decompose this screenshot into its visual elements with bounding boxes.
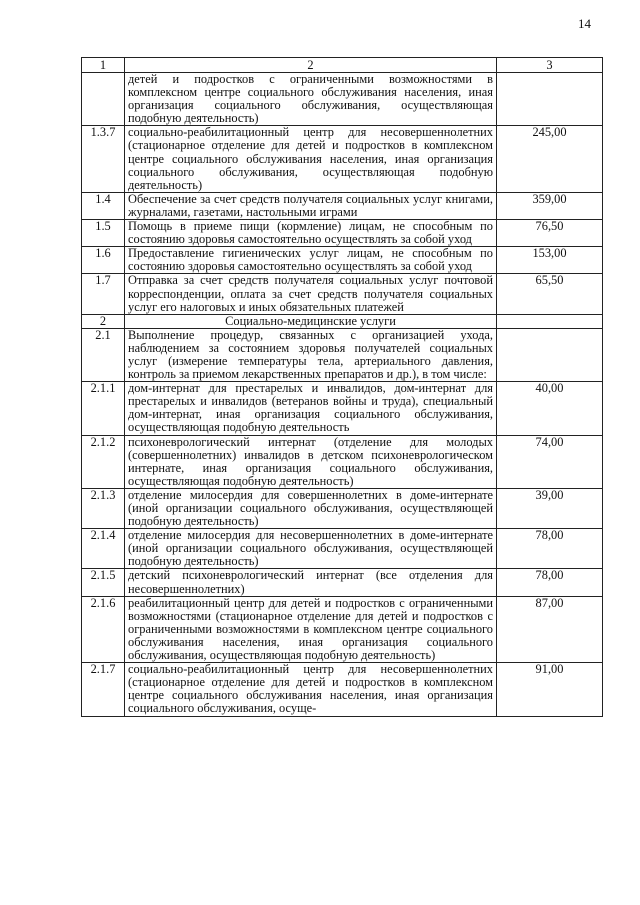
service-description: социально-реабилитационный центр для несовершеннолетних (стационарное отделение для детей и подростков в комплексном центре социального обслуживания населения, иная организация социального обслуживания, осуще-	[125, 663, 497, 716]
service-price: 153,00	[497, 247, 603, 274]
table-header-row	[82, 58, 603, 73]
table-row	[82, 274, 603, 314]
service-price: 39,00	[497, 488, 603, 528]
page-number: 14	[578, 16, 591, 31]
header-cell-2: 2	[125, 58, 497, 73]
row-number: 2	[82, 314, 125, 328]
service-description: реабилитационный центр для детей и подростков с ограниченными возможностями (стационарное отделение для детей и подростков с ограниченными возможностями в комплексном центре социального обслуживания населения, иная организация социального обслуживания, осуществляющая подобную деятельность)	[125, 596, 497, 662]
row-number: 1.7	[82, 274, 125, 314]
row-number: 2.1.6	[82, 596, 125, 662]
service-description: дом-интернат для престарелых и инвалидов, дом-интернат для престарелых и инвалидов (ветеранов войны и труда), специальный дом-интернат, иная организация социального обслуживания, осуществляющая подобную деятельность	[125, 382, 497, 435]
service-price: 74,00	[497, 435, 603, 488]
table-row	[82, 435, 603, 488]
header-cell-1: 1	[82, 58, 125, 73]
tariff-table	[81, 57, 603, 717]
table-row	[82, 663, 603, 716]
row-number: 2.1.5	[82, 569, 125, 596]
service-price: 78,00	[497, 529, 603, 569]
table-row	[82, 247, 603, 274]
service-price: 78,00	[497, 569, 603, 596]
row-number	[82, 73, 125, 126]
service-price: 91,00	[497, 663, 603, 716]
service-description: Помощь в приеме пищи (кормление) лицам, не способным по состоянию здоровья самостоятельно осуществлять за собой уход	[125, 220, 497, 247]
section-row	[82, 314, 603, 328]
service-price	[497, 314, 603, 328]
row-number: 1.5	[82, 220, 125, 247]
table-row	[82, 529, 603, 569]
service-description: Отправка за счет средств получателя социальных услуг почтовой корреспонденции, оплата за счет средств получателя социальных услуг его налоговых и иных обязательных платежей	[125, 274, 497, 314]
service-price: 359,00	[497, 192, 603, 219]
service-price: 87,00	[497, 596, 603, 662]
header-cell-3: 3	[497, 58, 603, 73]
service-description: детей и подростков с ограниченными возможностями в комплексном центре социального обслуживания населения, иная организация социального обслуживания, осуществляющая подобную деятельность)	[125, 73, 497, 126]
row-number: 1.6	[82, 247, 125, 274]
service-price: 76,50	[497, 220, 603, 247]
table-row	[82, 126, 603, 192]
row-number: 2.1.7	[82, 663, 125, 716]
section-title: Социально-медицинские услуги	[125, 314, 497, 328]
service-description: Выполнение процедур, связанных с организацией ухода, наблюдением за состоянием здоровья получателей социальных услуг (измерение температуры тела, артериального давления, контроль за приемом лекарственных препаратов и др.), в том числе:	[125, 328, 497, 381]
service-description: социально-реабилитационный центр для несовершеннолетних (стационарное отделение для детей и подростков в комплексном центре социального обслуживания населения, иная организация социального обслуживания, осуществляющая подобную деятельность)	[125, 126, 497, 192]
service-price: 65,50	[497, 274, 603, 314]
service-price	[497, 328, 603, 381]
table-row	[82, 488, 603, 528]
table-row	[82, 596, 603, 662]
row-number: 2.1.2	[82, 435, 125, 488]
table-row	[82, 73, 603, 126]
row-number: 2.1.4	[82, 529, 125, 569]
service-description: отделение милосердия для несовершеннолетних в доме-интернате (иной организации социального обслуживания, осуществляющей подобную деятельность)	[125, 529, 497, 569]
service-description: отделение милосердия для совершеннолетних в доме-интернате (иной организации социального обслуживания, осуществляющей подобную деятельность)	[125, 488, 497, 528]
table-row	[82, 192, 603, 219]
table-row	[82, 569, 603, 596]
service-price: 40,00	[497, 382, 603, 435]
row-number: 2.1	[82, 328, 125, 381]
table-row	[82, 382, 603, 435]
row-number: 1.4	[82, 192, 125, 219]
service-price: 245,00	[497, 126, 603, 192]
table-row	[82, 328, 603, 381]
service-description: детский психоневрологический интернат (все отделения для несовершеннолетних)	[125, 569, 497, 596]
service-description: Предоставление гигиенических услуг лицам, не способным по состоянию здоровья самостоятельно осуществлять за собой уход	[125, 247, 497, 274]
service-description: психоневрологический интернат (отделение для молодых (совершеннолетних) инвалидов в детском психоневрологическом интернате, иная организация социального обслуживания, осуществляющая подобную деятельность)	[125, 435, 497, 488]
table-row	[82, 220, 603, 247]
row-number: 2.1.3	[82, 488, 125, 528]
row-number: 1.3.7	[82, 126, 125, 192]
service-price	[497, 73, 603, 126]
service-description: Обеспечение за счет средств получателя социальных услуг книгами, журналами, газетами, настольными играми	[125, 192, 497, 219]
row-number: 2.1.1	[82, 382, 125, 435]
